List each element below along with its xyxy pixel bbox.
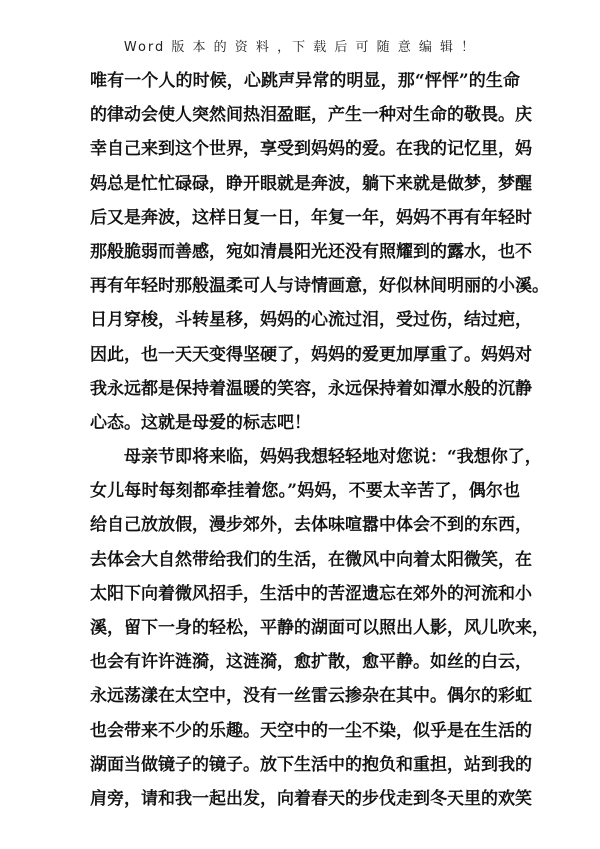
text-line: 我永远都是保持着温暖的笑容，永远保持着如潭水般的沉静: [90, 378, 532, 399]
text-line: 妈总是忙忙碌碌，睁开眼就是奔波，躺下来就是做梦，梦醒: [90, 173, 532, 194]
text-line: 唯有一个人的时候，心跳声异常的明显，那“怦怦”的生命: [90, 71, 520, 91]
text-line: 湖面当做镜子的镜子。放下生活中的抱负和重担，站到我的: [90, 754, 532, 775]
text-line: 心态。这就是母爱的标志吧！: [90, 412, 311, 433]
paragraph-2: [90, 440, 549, 816]
text-line: 那般脆弱而善感，宛如清晨阳光还没有照耀到的露水，也不: [90, 241, 532, 262]
text-line: 永远荡漾在太空中，没有一丝雷云掺杂在其中。偶尔的彩虹: [90, 686, 532, 707]
document-body: [90, 64, 549, 816]
text-line: 也会有许许涟漪，这涟漪，愈扩散，愈平静。如丝的白云，: [90, 652, 532, 673]
text-line: 女儿每时每刻都牵挂着您。”妈妈，不要太辛苦了，偶尔也: [90, 481, 520, 502]
text-line: 溪，留下一身的轻松，平静的湖面可以照出人影，风儿吹来，: [90, 618, 549, 638]
page-header: Word 版 本 的 资 料 ，下 载 后 可 随 意 编 辑 ！: [123, 40, 477, 55]
text-line: 日月穿梭，斗转星移，妈妈的心流过泪，受过伤，结过疤，: [90, 310, 532, 331]
text-line: 太阳下向着微风招手，生活中的苦涩遗忘在郊外的河流和小: [90, 583, 532, 604]
text-line: 因此，也一天天变得坚硬了，妈妈的爱更加厚重了。妈妈对: [90, 344, 532, 365]
text-line: 去体会大自然带给我们的生活，在微风中向着太阳微笑，在: [90, 549, 532, 570]
text-line: 给自己放放假，漫步郊外，去体味喧嚣中体会不到的东西，: [90, 515, 532, 536]
text-line: 的律动会使人突然间热泪盈眶，产生一种对生命的敬畏。庆: [90, 105, 532, 126]
text-line: 母亲节即将来临，妈妈我想轻轻地对您说：“我想你了，: [124, 447, 542, 468]
text-line: 后又是奔波，这样日复一日，年复一年，妈妈不再有年轻时: [90, 207, 532, 228]
text-line: 再有年轻时那般温柔可人与诗情画意，好似林间明丽的小溪。: [90, 276, 549, 297]
text-line: 幸自己来到这个世界，享受到妈妈的爱。在我的记忆里，妈: [90, 139, 532, 160]
text-line: 肩旁，请和我一起出发，向着春天的步伐走到冬天里的欢笑: [90, 788, 532, 809]
paragraph-1: [90, 64, 549, 440]
text-line: 也会带来不少的乐趣。天空中的一尘不染，似乎是在生活的: [90, 720, 532, 741]
